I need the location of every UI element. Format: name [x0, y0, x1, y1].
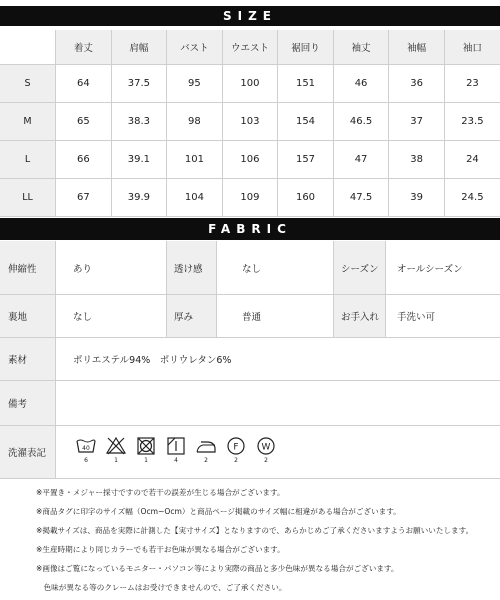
stretch-value: あり [73, 263, 93, 275]
care-code: 1 [114, 457, 118, 464]
line-dry-shade-icon [164, 436, 188, 464]
care-code: 2 [234, 457, 238, 464]
size-value: 23 [444, 64, 500, 102]
size-value: 36 [389, 64, 445, 102]
size-value: 39 [389, 178, 445, 216]
care-value: 手洗い可 [397, 312, 436, 323]
size-value: 47.5 [333, 178, 389, 216]
size-value: 37 [389, 102, 445, 140]
season-value: オールシーズン [397, 263, 463, 275]
note-line: ※商品タグに印字のサイズ幅（Ocm~Ocm）と商品ページ掲載のサイズ幅に相違がある場合がございます。 [36, 507, 401, 516]
size-value: 64 [56, 64, 112, 102]
washing-label: 洗濯表記 [0, 426, 55, 478]
iron-low-icon [194, 436, 218, 464]
washtub-temperature: 40 [82, 445, 90, 452]
note-line: ※画像はご覧になっているモニター・パソコン等により実際の商品と多少色味が異なる場合がございます。 [36, 564, 399, 573]
no-bleach-icon [104, 436, 128, 464]
size-table [0, 30, 500, 217]
size-value: 160 [278, 178, 334, 216]
fabric-section-header: FABRIC [0, 218, 500, 240]
table-row [0, 64, 500, 102]
material-value: ポリエステル94% ポリウレタン6% [73, 355, 232, 366]
wet-clean-w-icon [254, 436, 278, 464]
size-value: 23.5 [444, 102, 500, 140]
table-row [0, 102, 500, 140]
table-row [0, 178, 500, 216]
care-code: 6 [84, 457, 88, 464]
size-label: M [0, 102, 56, 140]
care-code: 2 [204, 457, 208, 464]
sheer-value: なし [242, 263, 262, 275]
lining-value: なし [73, 312, 93, 323]
size-label: L [0, 140, 56, 178]
note-line: ※生産時期により同じカラーでも若干お色味が異なる場合がございます。 [36, 545, 285, 554]
size-value: 39.1 [111, 140, 167, 178]
size-value: 67 [56, 178, 112, 216]
size-value: 38 [389, 140, 445, 178]
size-value: 24.5 [444, 178, 500, 216]
notes [36, 483, 496, 597]
note-line: 色味が異なる等のクレームはお受けできませんので、ご了承ください。 [36, 583, 287, 592]
size-value: 95 [167, 64, 223, 102]
size-value: 39.9 [111, 178, 167, 216]
size-section-header: SIZE [0, 6, 500, 26]
care-code: 2 [264, 457, 268, 464]
wet-clean-letter: W [261, 442, 271, 453]
sheer-label: 透け感 [166, 241, 216, 294]
size-value: 106 [222, 140, 278, 178]
size-label: LL [0, 178, 56, 216]
column-header: 着丈 [56, 30, 112, 64]
size-value: 46 [333, 64, 389, 102]
size-table-header-row [0, 30, 500, 64]
size-value: 103 [222, 102, 278, 140]
note-line: ※平置き・メジャー採寸ですので若干の誤差が生じる場合がございます。 [36, 488, 285, 497]
table-row [0, 140, 500, 178]
size-value: 65 [56, 102, 112, 140]
size-label: S [0, 64, 56, 102]
care-code: 4 [174, 457, 178, 464]
note-line: ※掲載サイズは、商品を実際に計測した【実寸サイズ】となりますので、あらかじめご了承くださいますようお願いいたします。 [36, 526, 474, 535]
size-value: 37.5 [111, 64, 167, 102]
size-value: 24 [444, 140, 500, 178]
size-value: 46.5 [333, 102, 389, 140]
size-value: 38.3 [111, 102, 167, 140]
size-value: 98 [167, 102, 223, 140]
size-value: 66 [56, 140, 112, 178]
column-header: 肩幅 [111, 30, 167, 64]
washtub-40-icon [74, 436, 98, 464]
size-value: 104 [167, 178, 223, 216]
thickness-label: 厚み [166, 295, 216, 337]
size-value: 157 [278, 140, 334, 178]
season-label: シーズン [333, 241, 385, 294]
size-value: 47 [333, 140, 389, 178]
thickness-value: 普通 [242, 312, 262, 323]
care-label: お手入れ [333, 295, 385, 337]
remarks-value [55, 381, 500, 425]
size-value: 101 [167, 140, 223, 178]
care-code: 1 [144, 457, 148, 464]
dry-clean-letter: F [233, 442, 239, 453]
column-header: 袖丈 [333, 30, 389, 64]
lining-label: 裏地 [0, 295, 55, 337]
column-header: ウエスト [222, 30, 278, 64]
size-value: 151 [278, 64, 334, 102]
stretch-label: 伸縮性 [0, 241, 55, 294]
size-value: 154 [278, 102, 334, 140]
material-label: 素材 [0, 338, 55, 380]
column-header: バスト [167, 30, 223, 64]
column-header: 袖幅 [389, 30, 445, 64]
column-header: 裾回り [278, 30, 334, 64]
size-corner-cell [0, 30, 56, 64]
size-value: 109 [222, 178, 278, 216]
size-value: 100 [222, 64, 278, 102]
column-header: 袖口 [444, 30, 500, 64]
no-tumble-dry-icon [134, 436, 158, 464]
care-symbols [74, 436, 278, 464]
remarks-label: 備考 [0, 381, 55, 425]
dry-clean-f-icon [224, 436, 248, 464]
